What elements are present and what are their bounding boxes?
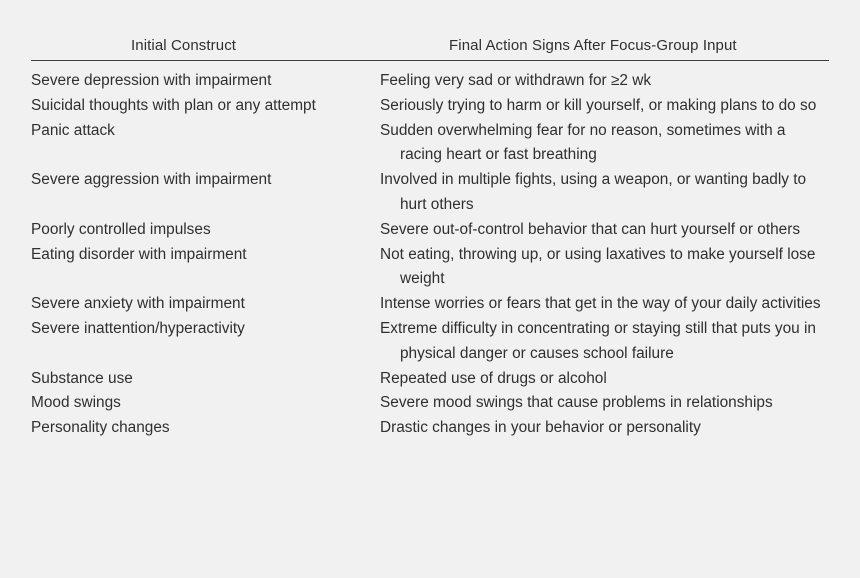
table-row: [31, 168, 829, 218]
action-sign-cell: Severe mood swings that cause problems in relationships: [380, 394, 773, 412]
action-sign-cell: Intense worries or fears that get in the way of your daily activities: [380, 295, 821, 313]
construct-cell: Suicidal thoughts with plan or any attempt: [31, 96, 316, 114]
table-body: [31, 69, 829, 441]
table-row: [31, 69, 829, 94]
header-final-action-signs: Final Action Signs After Focus-Group Input: [449, 37, 737, 54]
construct-cell: Substance use: [31, 369, 133, 387]
construct-cell: Mood swings: [31, 394, 121, 412]
table-row: [31, 94, 829, 119]
table-header: [31, 33, 829, 61]
action-sign-cell: Seriously trying to harm or kill yourself, or making plans to do so: [380, 96, 817, 114]
action-sign-cell: Extreme difficulty in concentrating or staying still that puts you in physical danger or causes school failure: [380, 319, 816, 362]
header-initial-construct: Initial Construct: [131, 37, 237, 54]
construct-cell: Eating disorder with impairment: [31, 245, 247, 263]
action-sign-cell: Drastic changes in your behavior or personality: [380, 419, 701, 437]
table-row: [31, 218, 829, 243]
construct-cell: Severe aggression with impairment: [31, 171, 272, 189]
action-sign-cell: Feeling very sad or withdrawn for ≥2 wk: [380, 72, 652, 89]
table-row: [31, 292, 829, 317]
construct-cell: Personality changes: [31, 419, 170, 437]
action-sign-cell: Severe out-of-control behavior that can hurt yourself or others: [380, 220, 801, 238]
construct-cell: Severe inattention/hyperactivity: [31, 319, 245, 337]
construct-cell: Poorly controlled impulses: [31, 220, 211, 238]
construct-cell: Panic attack: [31, 121, 115, 139]
table-row: [31, 367, 829, 392]
construct-cell: Severe depression with impairment: [31, 72, 272, 89]
action-sign-cell: Sudden overwhelming fear for no reason, sometimes with a racing heart or fast breathing: [380, 121, 786, 164]
action-sign-cell: Not eating, throwing up, or using laxatives to make yourself lose weight: [380, 245, 816, 288]
table-row: [31, 317, 829, 367]
action-signs-table: [31, 33, 829, 441]
table-row: [31, 416, 829, 441]
table-row: [31, 391, 829, 416]
construct-cell: Severe anxiety with impairment: [31, 295, 245, 313]
action-sign-cell: Repeated use of drugs or alcohol: [380, 369, 607, 387]
table-row: [31, 119, 829, 169]
action-sign-cell: Involved in multiple fights, using a weapon, or wanting badly to hurt others: [380, 171, 807, 213]
table-row: [31, 243, 829, 293]
